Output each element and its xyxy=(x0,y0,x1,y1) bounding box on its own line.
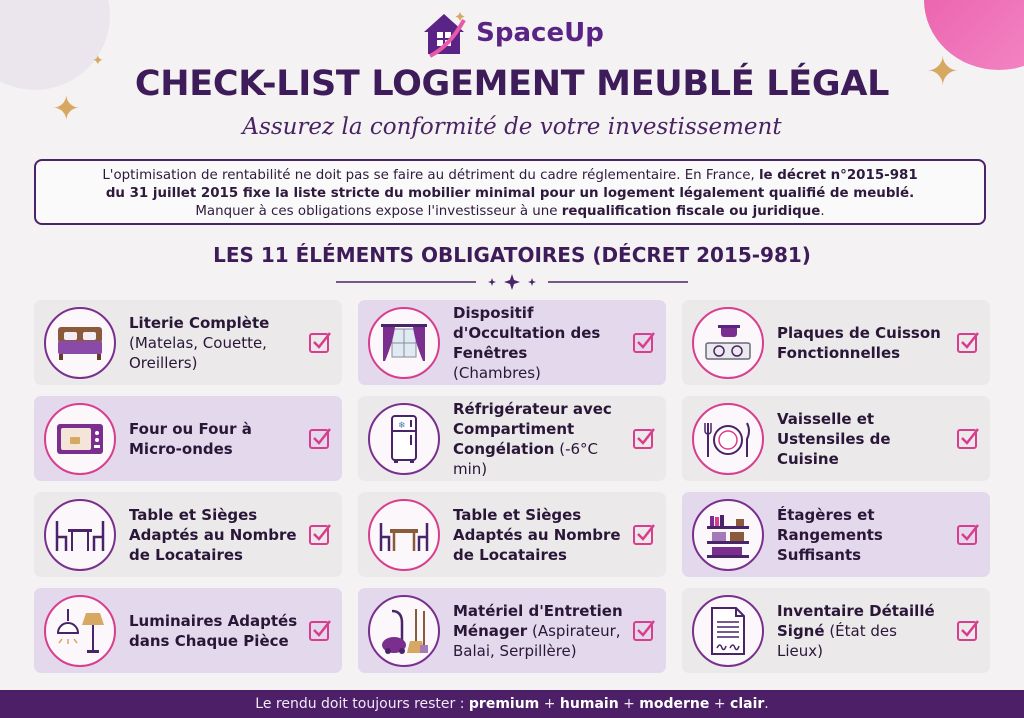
card-title: Table et Sièges Adaptés au Nombre de Locataires xyxy=(129,505,297,564)
card-title: Table et Sièges Adaptés au Nombre de Locataires xyxy=(453,505,621,564)
card-title: Matériel d'Entretien Ménager xyxy=(453,601,623,640)
intro-box xyxy=(34,159,986,225)
footer-separator: + xyxy=(618,696,640,712)
brand-name: SpaceUp xyxy=(476,18,604,48)
shelves-icon xyxy=(704,512,752,558)
checkbox-checked-icon xyxy=(632,522,656,546)
checklist-card-refrigerateur xyxy=(358,396,666,481)
checklist-card-entretien xyxy=(358,588,666,673)
brand-logo xyxy=(0,8,1024,58)
card-text xyxy=(777,588,947,673)
checklist-card-vaisselle xyxy=(682,396,990,481)
icon-circle xyxy=(692,595,764,667)
icon-circle xyxy=(44,499,116,571)
card-title: Four ou Four à Micro-ondes xyxy=(129,419,252,458)
dishes-icon xyxy=(702,417,754,461)
lamps-icon xyxy=(54,607,106,655)
checklist-card-inventaire xyxy=(682,588,990,673)
microwave-icon xyxy=(55,419,105,459)
icon-circle xyxy=(368,403,440,475)
footer-end: . xyxy=(764,696,769,712)
bed-icon xyxy=(55,323,105,363)
footer-bar xyxy=(0,690,1024,718)
icon-circle xyxy=(692,499,764,571)
card-subtitle: (Matelas, Couette, Oreillers) xyxy=(129,333,267,372)
icon-circle xyxy=(368,499,440,571)
checkbox-checked-icon xyxy=(308,426,332,450)
page-subtitle: Assurez la conformité de votre investissement xyxy=(242,114,782,140)
card-text xyxy=(777,492,947,577)
footer-keyword: moderne xyxy=(639,696,710,712)
checkbox-checked-icon xyxy=(956,522,980,546)
checklist-card-luminaires xyxy=(34,588,342,673)
checkbox-checked-icon xyxy=(632,618,656,642)
intro-text: Manquer à ces obligations expose l'investisseur à une xyxy=(195,204,562,219)
footer-keyword: premium xyxy=(468,696,540,712)
footer-keyword: humain xyxy=(559,696,619,712)
house-logo-icon xyxy=(420,8,468,58)
card-text xyxy=(453,492,628,577)
intro-text-bold: du 31 juillet 2015 fixe la liste stricte du mobilier minimal pour un logement légalement qualifié de meublé. xyxy=(105,186,915,201)
icon-circle xyxy=(368,595,440,667)
card-text xyxy=(129,396,299,481)
icon-circle xyxy=(368,307,440,379)
checklist-card-literie xyxy=(34,300,342,385)
card-title: Dispositif d'Occultation des Fenêtres xyxy=(453,303,601,362)
card-title: Vaisselle et Ustensiles de Cuisine xyxy=(777,409,891,468)
card-title: Literie Complète xyxy=(129,313,270,332)
intro-text-bold: requalification fiscale ou juridique xyxy=(561,204,821,219)
checkbox-checked-icon xyxy=(308,330,332,354)
card-text xyxy=(129,300,299,385)
intro-text: . xyxy=(820,204,825,219)
inventory-icon xyxy=(708,606,748,656)
vacuum-icon xyxy=(378,607,430,655)
checklist-card-etageres xyxy=(682,492,990,577)
checkbox-checked-icon xyxy=(956,330,980,354)
card-text xyxy=(777,396,947,481)
card-subtitle: (-6°C min) xyxy=(453,439,599,478)
icon-circle xyxy=(692,403,764,475)
sparkle-icon: ✦ xyxy=(926,49,960,95)
intro-text-bold: le décret n°2015-981 xyxy=(758,168,918,183)
icon-circle xyxy=(44,307,116,379)
table-chairs-icon xyxy=(54,515,106,555)
card-subtitle: (Aspirateur, Balai, Serpillère) xyxy=(453,621,621,660)
checkbox-checked-icon xyxy=(308,522,332,546)
checkbox-checked-icon xyxy=(308,618,332,642)
checklist-card-table-sieges xyxy=(34,492,342,577)
icon-circle xyxy=(44,595,116,667)
footer-separator: + xyxy=(539,696,560,712)
card-text xyxy=(129,588,304,673)
card-title: Plaques de Cuisson Fonctionnelles xyxy=(777,323,941,362)
card-title: Inventaire Détaillé Signé xyxy=(777,601,935,640)
curtains-icon xyxy=(379,321,429,365)
card-text xyxy=(777,300,947,385)
footer-separator: + xyxy=(709,696,731,712)
icon-circle xyxy=(692,307,764,379)
card-title: Luminaires Adaptés dans Chaque Pièce xyxy=(129,611,298,650)
checkbox-checked-icon xyxy=(956,618,980,642)
card-text xyxy=(453,396,633,481)
card-text xyxy=(453,300,623,385)
card-title: Réfrigérateur avec Compartiment Congélation xyxy=(453,399,612,458)
sparkle-icon: ✦ xyxy=(52,89,81,129)
card-text xyxy=(129,492,304,577)
footer-text: Le rendu doit toujours rester : xyxy=(255,696,469,712)
checklist-card-occultation xyxy=(358,300,666,385)
card-title: Étagères et Rangements Suffisants xyxy=(777,505,883,564)
table-chairs-icon xyxy=(378,515,430,555)
footer-keyword: clair xyxy=(730,696,765,712)
section-title: LES 11 ÉLÉMENTS OBLIGATOIRES (DÉCRET 2015-981) xyxy=(213,243,811,267)
checklist-card-table-sieges-2 xyxy=(358,492,666,577)
intro-text: L'optimisation de rentabilité ne doit pas se faire au détriment du cadre réglementaire. En France, xyxy=(102,168,759,183)
fridge-icon xyxy=(384,414,424,464)
checklist-card-plaques xyxy=(682,300,990,385)
checkbox-checked-icon xyxy=(632,330,656,354)
page-title: CHECK-LIST LOGEMENT MEUBLÉ LÉGAL xyxy=(134,64,890,104)
checkbox-checked-icon xyxy=(632,426,656,450)
cooktop-icon xyxy=(703,321,753,365)
checkbox-checked-icon xyxy=(956,426,980,450)
checklist-card-four xyxy=(34,396,342,481)
icon-circle xyxy=(44,403,116,475)
sparkle-icon: ✦ xyxy=(92,53,104,69)
divider-ornament xyxy=(336,272,688,292)
svg-text:❄: ❄ xyxy=(398,421,406,431)
card-subtitle: (Chambres) xyxy=(453,363,541,382)
card-subtitle: (État des Lieux) xyxy=(777,621,897,660)
card-text xyxy=(453,588,628,673)
